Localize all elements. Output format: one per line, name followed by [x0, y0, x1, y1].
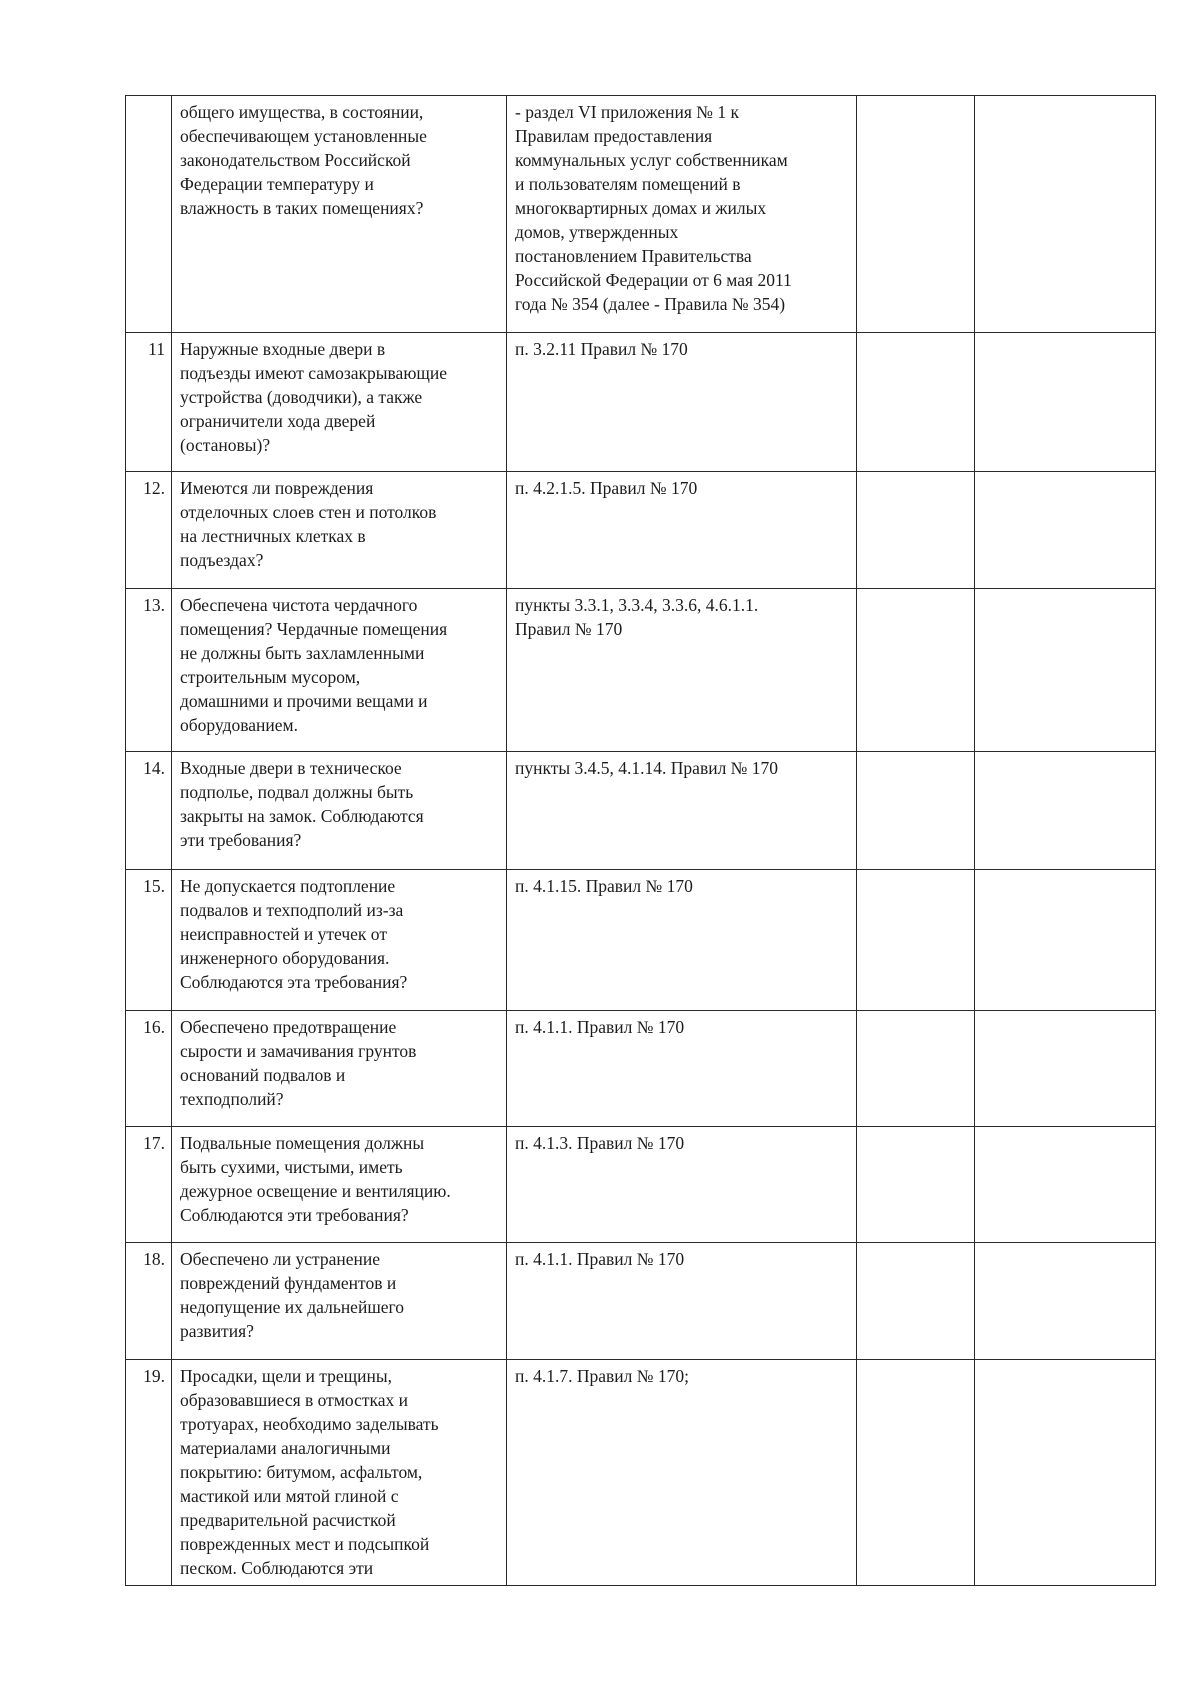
legal-reference: п. 4.1.1. Правил № 170: [507, 1243, 857, 1360]
legal-reference: п. 3.2.11 Правил № 170: [507, 333, 857, 472]
requirement-question: Не допускается подтопление подвалов и техподполий из-за неисправностей и утечек от инженерного оборудования. Соблюдаются эта требования?: [172, 870, 507, 1011]
table-row: [126, 1243, 1156, 1360]
notes-cell: [975, 1360, 1156, 1586]
table-row: [126, 752, 1156, 870]
legal-reference: - раздел VI приложения № 1 к Правилам предоставления коммунальных услуг собственникам и пользователям помещений в многоквартирных домах и жилых домов, утвержденных постановлением Правительства Российской Федерации от 6 мая 2011 года № 354 (далее - Правила № 354): [507, 96, 857, 333]
row-number: 15.: [126, 870, 172, 1011]
notes-cell: [975, 1127, 1156, 1243]
legal-reference: п. 4.1.7. Правил № 170;: [507, 1360, 857, 1586]
notes-cell: [975, 1011, 1156, 1127]
compliance-cell: [857, 333, 975, 472]
compliance-cell: [857, 472, 975, 589]
requirement-question: Обеспечено ли устранение повреждений фундаментов и недопущение их дальнейшего развития?: [172, 1243, 507, 1360]
row-number: 11: [126, 333, 172, 472]
compliance-cell: [857, 1127, 975, 1243]
legal-reference: п. 4.2.1.5. Правил № 170: [507, 472, 857, 589]
legal-reference: пункты 3.4.5, 4.1.14. Правил № 170: [507, 752, 857, 870]
row-number: 14.: [126, 752, 172, 870]
requirement-question: Имеются ли повреждения отделочных слоев стен и потолков на лестничных клетках в подъездах?: [172, 472, 507, 589]
compliance-cell: [857, 1011, 975, 1127]
notes-cell: [975, 870, 1156, 1011]
requirement-question: Обеспечено предотвращение сырости и замачивания грунтов оснований подвалов и техподполий?: [172, 1011, 507, 1127]
notes-cell: [975, 1243, 1156, 1360]
requirement-question: Просадки, щели и трещины, образовавшиеся в отмостках и тротуарах, необходимо заделывать материалами аналогичными покрытию: битумом, асфальтом, мастикой или мятой глиной с предварительной расчисткой поврежденных мест и подсыпкой песком. Соблюдаются эти: [172, 1360, 507, 1586]
requirement-question: Обеспечена чистота чердачного помещения? Чердачные помещения не должны быть захламленными строительным мусором, домашними и прочими вещами и оборудованием.: [172, 589, 507, 752]
compliance-cell: [857, 589, 975, 752]
row-number: 13.: [126, 589, 172, 752]
requirement-question: Подвальные помещения должны быть сухими, чистыми, иметь дежурное освещение и вентиляцию. Соблюдаются эти требования?: [172, 1127, 507, 1243]
legal-reference: п. 4.1.1. Правил № 170: [507, 1011, 857, 1127]
legal-reference: пункты 3.3.1, 3.3.4, 3.3.6, 4.6.1.1. Правил № 170: [507, 589, 857, 752]
table-row: [126, 472, 1156, 589]
table-row: [126, 589, 1156, 752]
legal-reference: п. 4.1.3. Правил № 170: [507, 1127, 857, 1243]
table-row: [126, 1127, 1156, 1243]
compliance-cell: [857, 1243, 975, 1360]
table-row: [126, 1011, 1156, 1127]
row-number: 17.: [126, 1127, 172, 1243]
table-row: [126, 1360, 1156, 1586]
notes-cell: [975, 589, 1156, 752]
row-number: 18.: [126, 1243, 172, 1360]
row-number: 16.: [126, 1011, 172, 1127]
notes-cell: [975, 472, 1156, 589]
checklist-table: [125, 95, 1156, 1586]
row-number: 19.: [126, 1360, 172, 1586]
compliance-cell: [857, 752, 975, 870]
compliance-cell: [857, 96, 975, 333]
notes-cell: [975, 752, 1156, 870]
requirement-question: общего имущества, в состоянии, обеспечивающем установленные законодательством Российской Федерации температуру и влажность в таких помещениях?: [172, 96, 507, 333]
table-row: [126, 333, 1156, 472]
row-number: 12.: [126, 472, 172, 589]
notes-cell: [975, 333, 1156, 472]
requirement-question: Наружные входные двери в подъезды имеют самозакрывающие устройства (доводчики), а также ограничители хода дверей (остановы)?: [172, 333, 507, 472]
table-row: [126, 870, 1156, 1011]
requirement-question: Входные двери в техническое подполье, подвал должны быть закрыты на замок. Соблюдаются эти требования?: [172, 752, 507, 870]
table-row: [126, 96, 1156, 333]
notes-cell: [975, 96, 1156, 333]
legal-reference: п. 4.1.15. Правил № 170: [507, 870, 857, 1011]
compliance-cell: [857, 870, 975, 1011]
row-number: [126, 96, 172, 333]
compliance-cell: [857, 1360, 975, 1586]
